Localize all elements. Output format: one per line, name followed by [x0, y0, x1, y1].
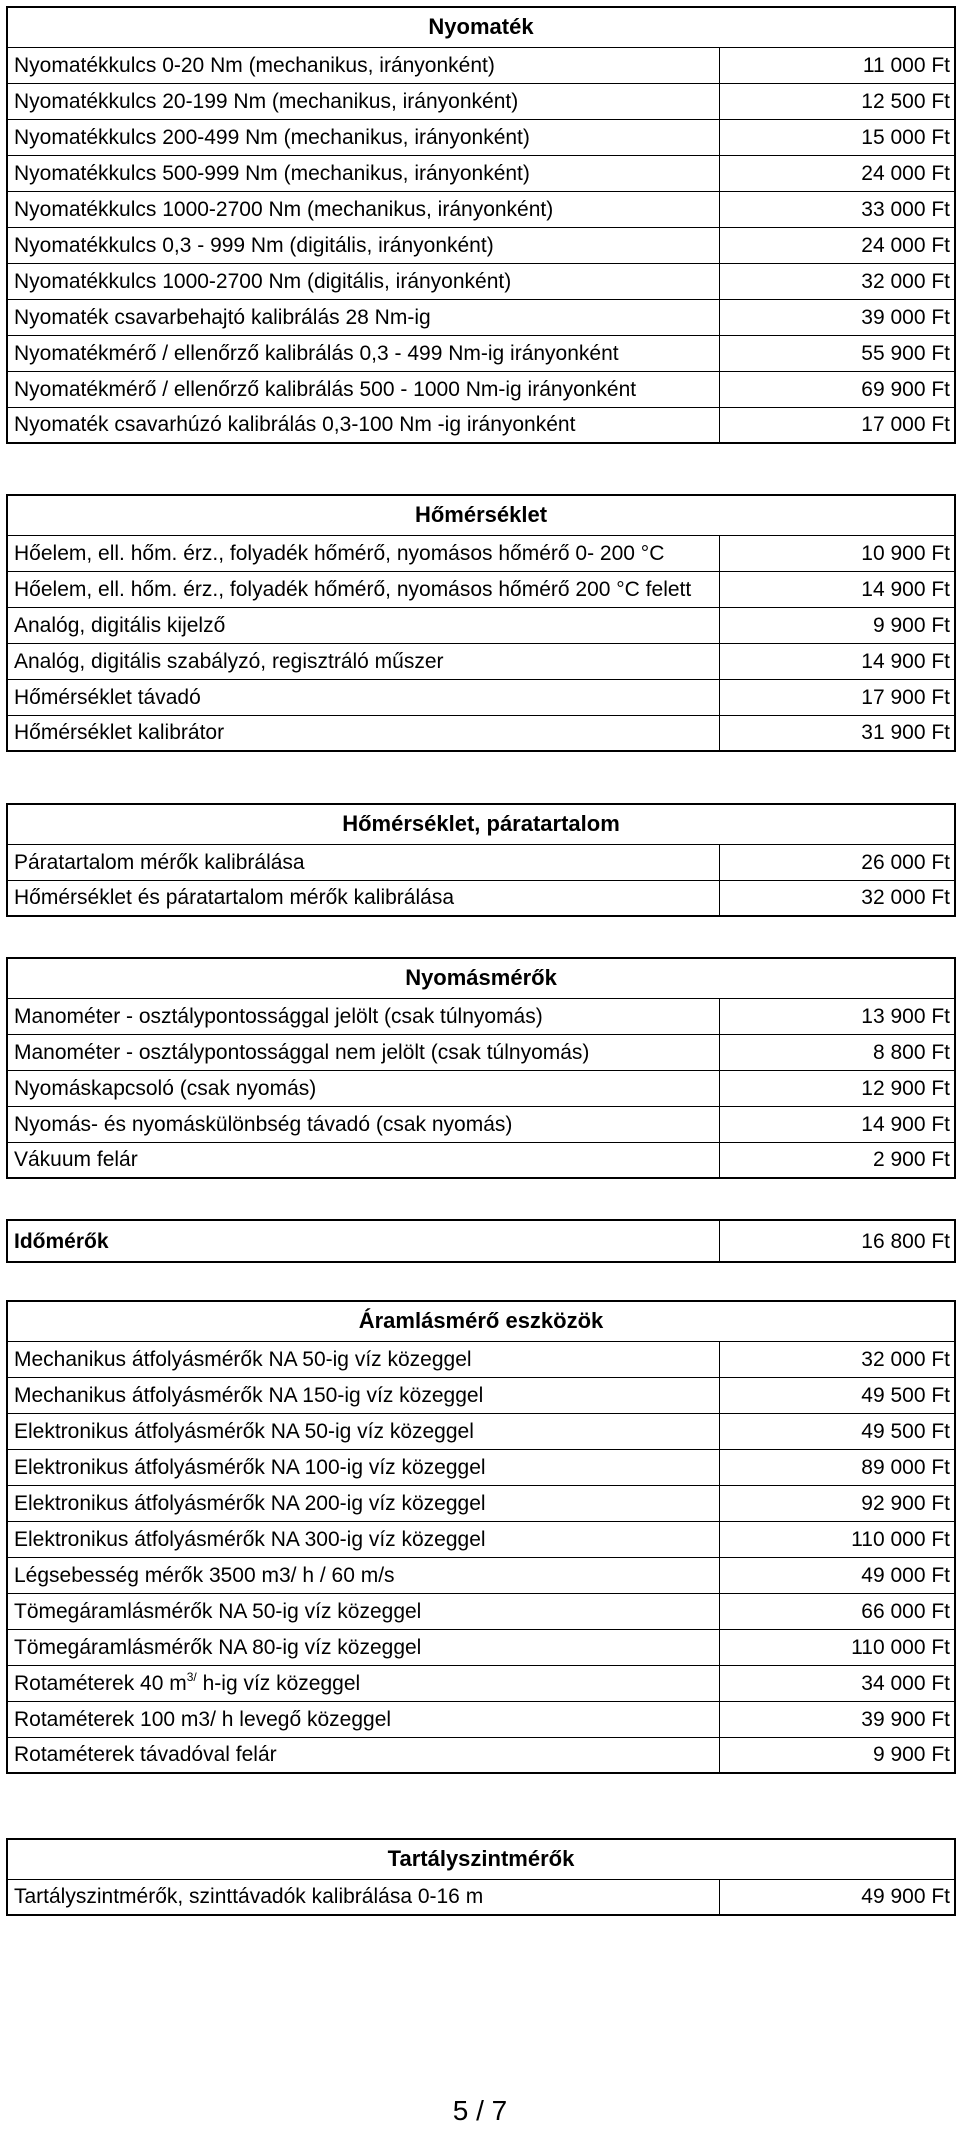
item-price: 66 000 Ft	[719, 1593, 955, 1629]
table-row	[7, 371, 955, 407]
table-row	[7, 1377, 955, 1413]
item-price: 69 900 Ft	[719, 371, 955, 407]
item-label-part: h-ig víz közeggel	[196, 1671, 361, 1695]
item-label: Mechanikus átfolyásmérők NA 50-ig víz közeggel	[7, 1341, 719, 1377]
item-price: 32 000 Ft	[719, 880, 955, 916]
item-price: 9 900 Ft	[719, 607, 955, 643]
item-price: 15 000 Ft	[719, 119, 955, 155]
item-label: Tömegáramlásmérők NA 50-ig víz közeggel	[7, 1593, 719, 1629]
item-label: Nyomatékmérő / ellenőrző kalibrálás 500 - 1000 Nm-ig irányonként	[7, 371, 719, 407]
item-price: 34 000 Ft	[719, 1665, 955, 1701]
table-row	[7, 191, 955, 227]
item-label: Páratartalom mérők kalibrálása	[7, 844, 719, 880]
item-label	[7, 1665, 719, 1701]
item-price: 49 900 Ft	[719, 1879, 955, 1915]
item-label: Nyomatékmérő / ellenőrző kalibrálás 0,3 - 499 Nm-ig irányonként	[7, 335, 719, 371]
section-tartalyszintmerok	[6, 1838, 956, 1916]
item-label: Hőelem, ell. hőm. érz., folyadék hőmérő, nyomásos hőmérő 200 °C felett	[7, 571, 719, 607]
item-label: Nyomatékkulcs 20-199 Nm (mechanikus, irányonként)	[7, 83, 719, 119]
item-price: 92 900 Ft	[719, 1485, 955, 1521]
item-price: 11 000 Ft	[719, 47, 955, 83]
item-label: Elektronikus átfolyásmérők NA 300-ig víz közeggel	[7, 1521, 719, 1557]
table-row	[7, 1485, 955, 1521]
table-row	[7, 1070, 955, 1106]
item-label-part: Rotaméterek 40 m	[14, 1671, 187, 1695]
item-price: 49 500 Ft	[719, 1377, 955, 1413]
item-price: 12 900 Ft	[719, 1070, 955, 1106]
table-row	[7, 83, 955, 119]
item-price: 49 000 Ft	[719, 1557, 955, 1593]
item-price: 16 800 Ft	[719, 1220, 955, 1262]
section-homerseklet-paratartalom	[6, 803, 956, 917]
table-row	[7, 715, 955, 751]
item-price: 55 900 Ft	[719, 335, 955, 371]
table-row	[7, 998, 955, 1034]
item-price: 14 900 Ft	[719, 643, 955, 679]
table-row	[7, 407, 955, 443]
item-price: 24 000 Ft	[719, 155, 955, 191]
table-row	[7, 1220, 955, 1262]
table-row	[7, 571, 955, 607]
item-label: Manométer - osztálypontossággal nem jelölt (csak túlnyomás)	[7, 1034, 719, 1070]
table-row	[7, 1665, 955, 1701]
table-row	[7, 679, 955, 715]
table-row	[7, 844, 955, 880]
item-label: Nyomatékkulcs 0-20 Nm (mechanikus, irányonként)	[7, 47, 719, 83]
table-row	[7, 1034, 955, 1070]
section-title: Áramlásmérő eszközök	[7, 1301, 955, 1341]
item-price: 32 000 Ft	[719, 263, 955, 299]
item-label: Manométer - osztálypontossággal jelölt (csak túlnyomás)	[7, 998, 719, 1034]
table-row	[7, 1593, 955, 1629]
table-row	[7, 1557, 955, 1593]
page-number: 5 / 7	[452, 2095, 508, 2126]
item-price: 39 000 Ft	[719, 299, 955, 335]
table-row	[7, 1142, 955, 1178]
item-price: 9 900 Ft	[719, 1737, 955, 1773]
item-label: Nyomatékkulcs 1000-2700 Nm (mechanikus, irányonként)	[7, 191, 719, 227]
section-homerseklet	[6, 494, 956, 752]
table-row	[7, 299, 955, 335]
table-row	[7, 643, 955, 679]
item-label: Analóg, digitális szabályzó, regisztráló műszer	[7, 643, 719, 679]
item-price: 8 800 Ft	[719, 1034, 955, 1070]
item-label: Nyomás- és nyomáskülönbség távadó (csak nyomás)	[7, 1106, 719, 1142]
table-row	[7, 1737, 955, 1773]
item-price: 24 000 Ft	[719, 227, 955, 263]
table-row	[7, 1341, 955, 1377]
section-nyomatek	[6, 6, 956, 444]
table-row	[7, 1629, 955, 1665]
table-row	[7, 1701, 955, 1737]
item-label: Nyomaték csavarhúzó kalibrálás 0,3-100 Nm -ig irányonként	[7, 407, 719, 443]
item-price: 2 900 Ft	[719, 1142, 955, 1178]
superscript: 3/	[186, 1669, 197, 1684]
item-price: 12 500 Ft	[719, 83, 955, 119]
section-title: Hőmérséklet	[7, 495, 955, 535]
item-label: Analóg, digitális kijelző	[7, 607, 719, 643]
item-price: 39 900 Ft	[719, 1701, 955, 1737]
table-row	[7, 335, 955, 371]
item-price: 13 900 Ft	[719, 998, 955, 1034]
item-price: 26 000 Ft	[719, 844, 955, 880]
item-label: Rotaméterek 100 m3/ h levegő közeggel	[7, 1701, 719, 1737]
item-price: 17 000 Ft	[719, 407, 955, 443]
item-price: 17 900 Ft	[719, 679, 955, 715]
item-label: Rotaméterek távadóval felár	[7, 1737, 719, 1773]
table-row	[7, 880, 955, 916]
table-row	[7, 1106, 955, 1142]
item-price: 110 000 Ft	[719, 1629, 955, 1665]
item-label: Hőelem, ell. hőm. érz., folyadék hőmérő, nyomásos hőmérő 0- 200 °C	[7, 535, 719, 571]
item-label: Vákuum felár	[7, 1142, 719, 1178]
item-label: Elektronikus átfolyásmérők NA 50-ig víz közeggel	[7, 1413, 719, 1449]
section-title: Tartályszintmérők	[7, 1839, 955, 1879]
item-price: 110 000 Ft	[719, 1521, 955, 1557]
table-row	[7, 607, 955, 643]
item-price: 31 900 Ft	[719, 715, 955, 751]
item-label: Mechanikus átfolyásmérők NA 150-ig víz közeggel	[7, 1377, 719, 1413]
item-label: Hőmérséklet távadó	[7, 679, 719, 715]
item-price: 10 900 Ft	[719, 535, 955, 571]
table-row	[7, 155, 955, 191]
section-title: Hőmérséklet, páratartalom	[7, 804, 955, 844]
item-label: Elektronikus átfolyásmérők NA 100-ig víz közeggel	[7, 1449, 719, 1485]
table-row	[7, 535, 955, 571]
item-price: 14 900 Ft	[719, 571, 955, 607]
item-label: Tartályszintmérők, szinttávadók kalibrálása 0-16 m	[7, 1879, 719, 1915]
table-row	[7, 47, 955, 83]
item-label: Hőmérséklet kalibrátor	[7, 715, 719, 751]
item-label: Időmérők	[7, 1220, 719, 1262]
table-row	[7, 1879, 955, 1915]
table-row	[7, 1449, 955, 1485]
item-price: 49 500 Ft	[719, 1413, 955, 1449]
item-label: Nyomáskapcsoló (csak nyomás)	[7, 1070, 719, 1106]
table-row	[7, 263, 955, 299]
item-label: Hőmérséklet és páratartalom mérők kalibrálása	[7, 880, 719, 916]
item-label: Tömegáramlásmérők NA 80-ig víz közeggel	[7, 1629, 719, 1665]
table-row	[7, 1413, 955, 1449]
section-aramlasmero-eszkozok	[6, 1300, 956, 1774]
item-label: Nyomatékkulcs 200-499 Nm (mechanikus, irányonként)	[7, 119, 719, 155]
item-price: 32 000 Ft	[719, 1341, 955, 1377]
item-price: 14 900 Ft	[719, 1106, 955, 1142]
item-price: 89 000 Ft	[719, 1449, 955, 1485]
section-idomerok	[6, 1219, 956, 1263]
table-row	[7, 227, 955, 263]
item-price: 33 000 Ft	[719, 191, 955, 227]
item-label: Nyomatékkulcs 0,3 - 999 Nm (digitális, irányonként)	[7, 227, 719, 263]
item-label: Nyomaték csavarbehajtó kalibrálás 28 Nm-ig	[7, 299, 719, 335]
section-title: Nyomaték	[7, 7, 955, 47]
item-label: Légsebesség mérők 3500 m3/ h / 60 m/s	[7, 1557, 719, 1593]
table-row	[7, 119, 955, 155]
section-nyomasmerok	[6, 957, 956, 1179]
item-label: Nyomatékkulcs 500-999 Nm (mechanikus, irányonként)	[7, 155, 719, 191]
section-title: Nyomásmérők	[7, 958, 955, 998]
item-label: Elektronikus átfolyásmérők NA 200-ig víz közeggel	[7, 1485, 719, 1521]
table-row	[7, 1521, 955, 1557]
item-label: Nyomatékkulcs 1000-2700 Nm (digitális, irányonként)	[7, 263, 719, 299]
